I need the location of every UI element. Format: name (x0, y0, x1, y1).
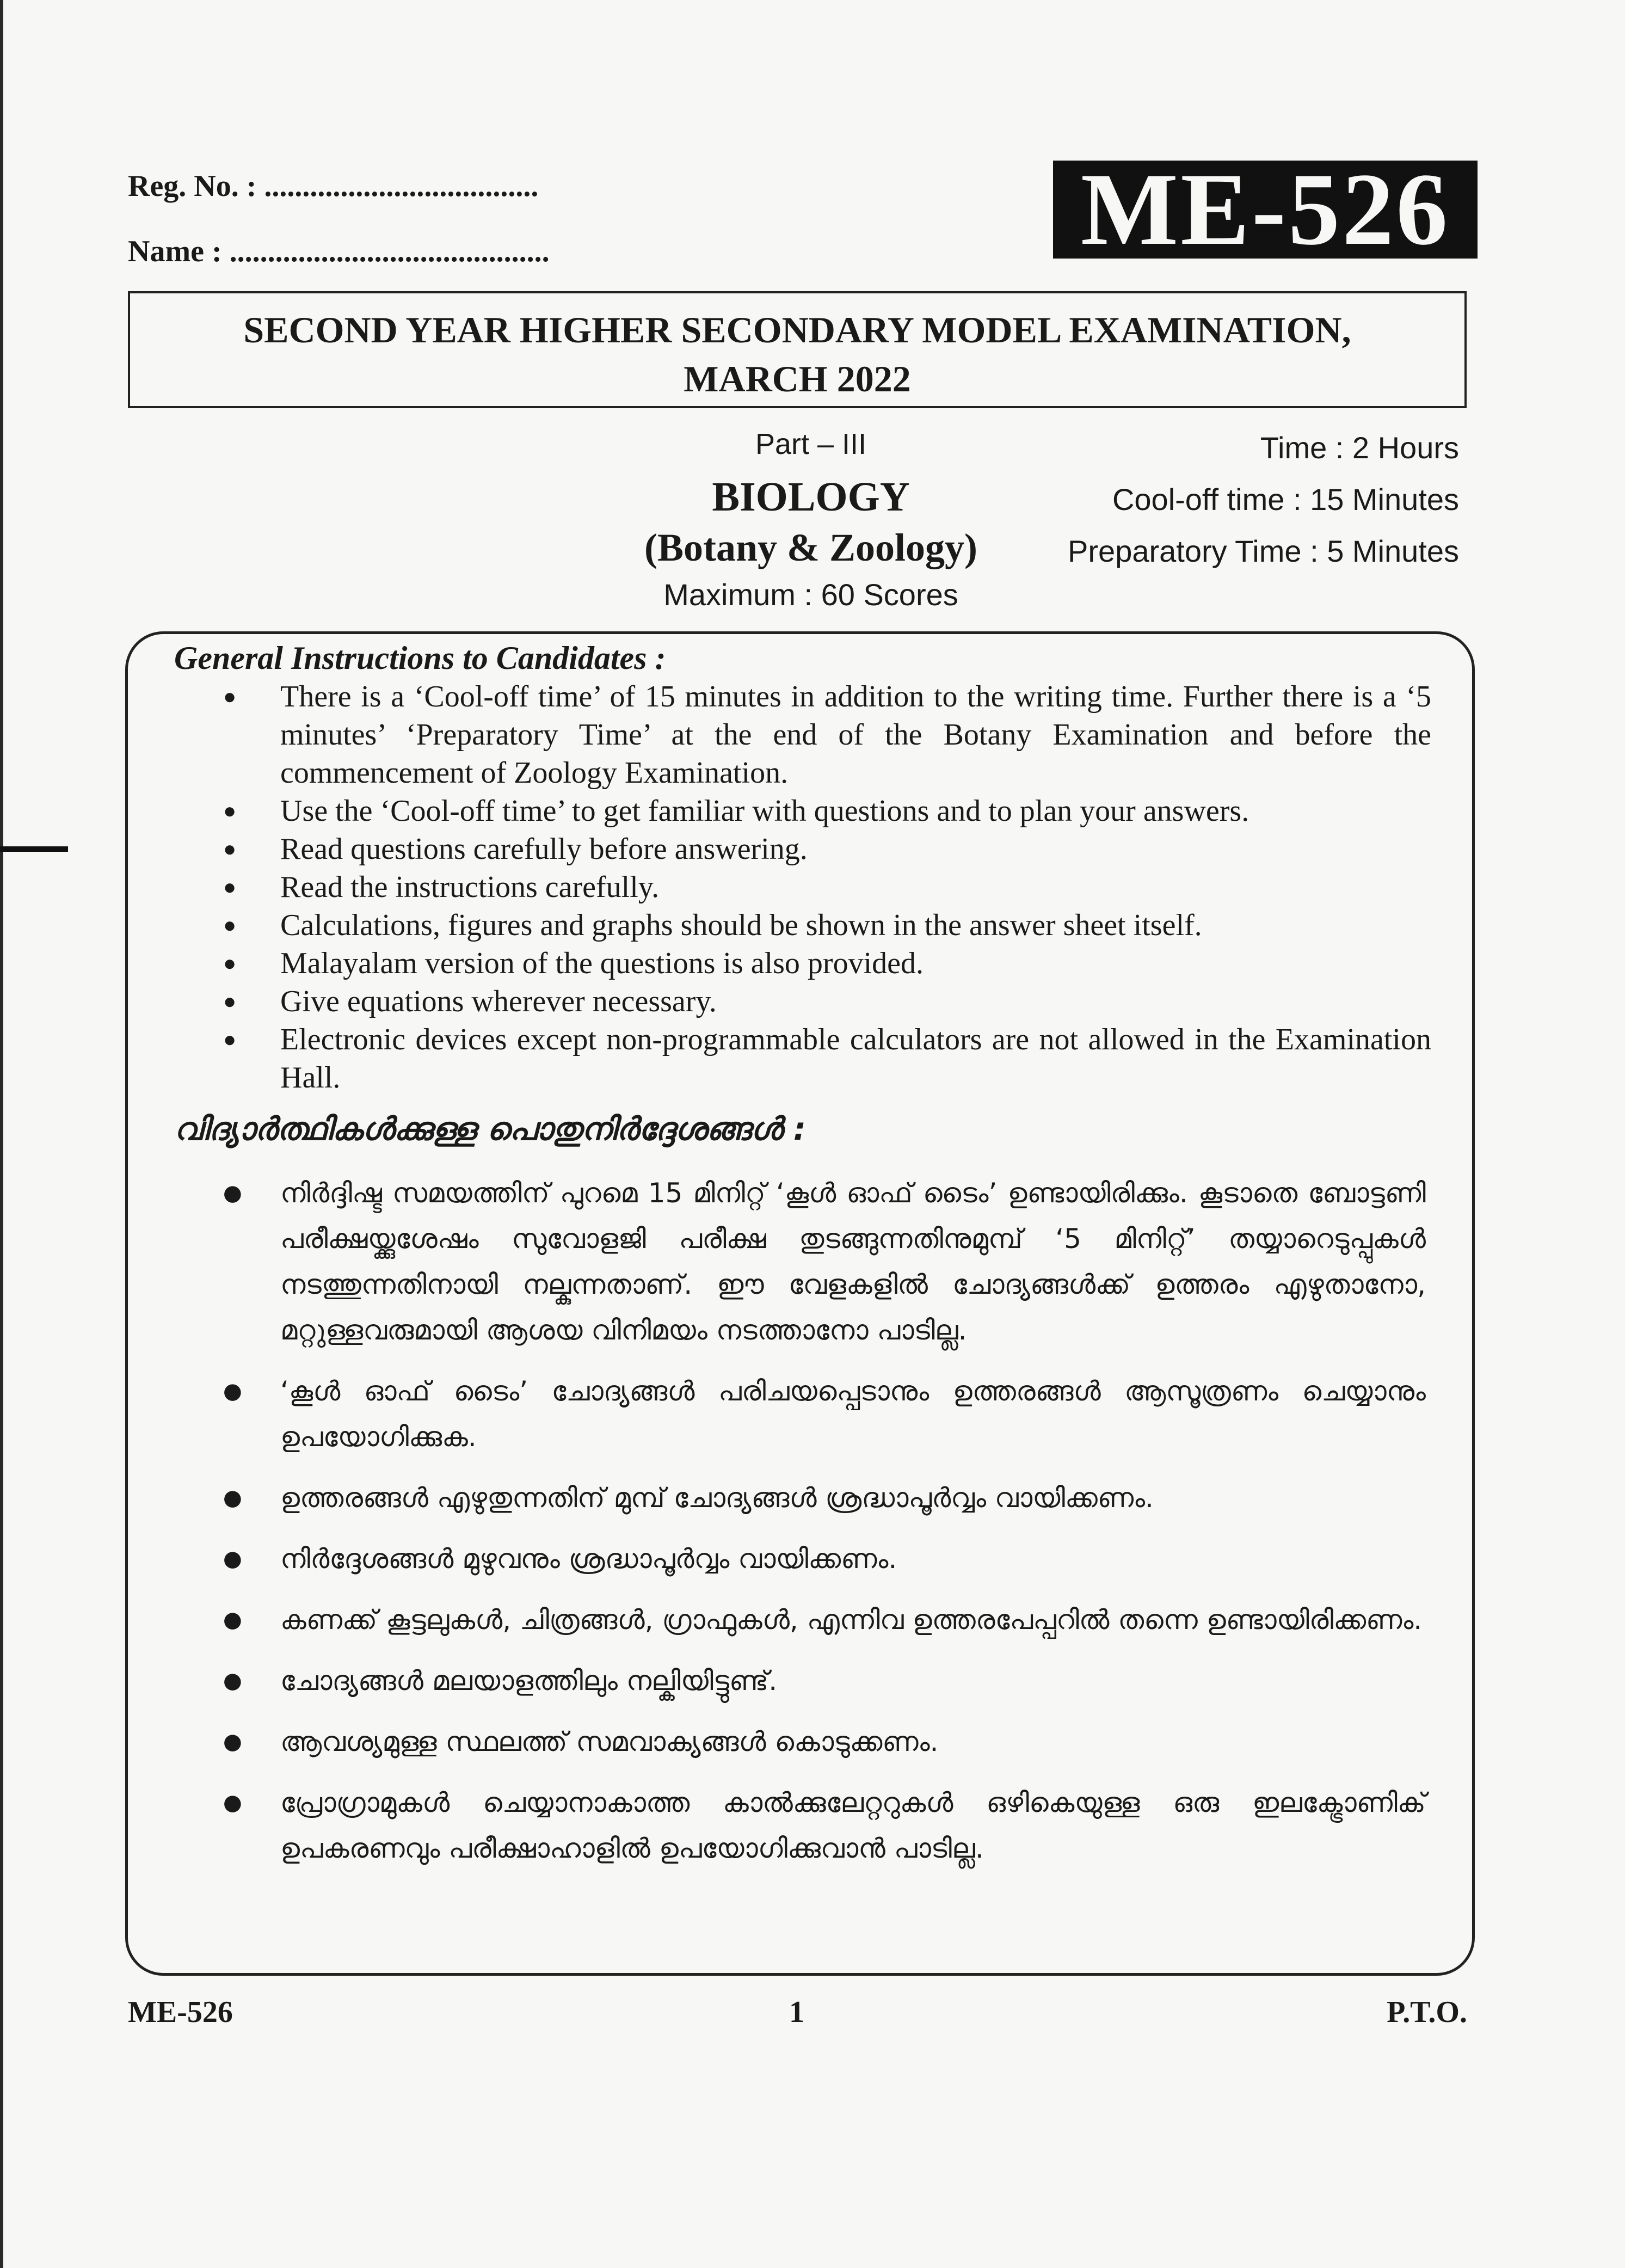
list-item: ● ചോദ്യങ്ങൾ മലയാളത്തിലും നല്കിയിട്ടുണ്ട്. (212, 1658, 1426, 1704)
list-item: ● Read questions carefully before answering. (212, 830, 1431, 868)
list-item: ● Give equations wherever necessary. (212, 982, 1431, 1021)
list-item: ● There is a ‘Cool-off time’ of 15 minutes in addition to the writing time. Further there is a ‘5 minutes’ ‘Preparatory Time’ at the end of the Botany Examination and before the commencement of Zoology Examination. (212, 678, 1431, 792)
exam-title-line1: SECOND YEAR HIGHER SECONDARY MODEL EXAMINATION, (243, 309, 1351, 351)
list-item: ● നിർദ്ദേശങ്ങൾ മുഴുവനും ശ്രദ്ധാപൂർവ്വം വായിക്കണം. (212, 1536, 1426, 1582)
instructions-list-ml (212, 1170, 1426, 1886)
name-field: Name : .......................................... (128, 235, 550, 268)
reg-no-field: Reg. No. : .................................... (128, 169, 539, 203)
list-item: ● ആവശ്യമുള്ള സ്ഥലത്ത് സമവാക്യങ്ങൾ കൊടുക്കണം. (212, 1719, 1426, 1765)
instructions-heading-en: General Instructions to Candidates : (174, 640, 666, 676)
subject-title: BIOLOGY (712, 474, 910, 520)
page-number: 1 (789, 1995, 804, 2029)
max-score: Maximum : 60 Scores (663, 577, 958, 612)
list-item: ● Electronic devices except non-programmable calculators are not allowed in the Examination Hall. (212, 1021, 1431, 1097)
list-item: ● Calculations, figures and graphs should be shown in the answer sheet itself. (212, 906, 1431, 944)
page-edge-line (0, 0, 3, 2268)
part-label: Part – III (755, 428, 867, 460)
list-item: ● Malayalam version of the questions is also provided. (212, 944, 1431, 982)
time-allowed: Time : 2 Hours (1260, 431, 1459, 465)
pto-label: P.T.O. (1387, 1995, 1467, 2029)
exam-title-line2: MARCH 2022 (684, 358, 911, 399)
instructions-list-en (212, 678, 1431, 1097)
preparatory-time: Preparatory Time : 5 Minutes (1068, 534, 1459, 568)
cool-off-time: Cool-off time : 15 Minutes (1112, 482, 1459, 517)
list-item: ● Use the ‘Cool-off time’ to get familiar with questions and to plan your answers. (212, 792, 1431, 830)
paper-code-badge: ME-526 (1053, 161, 1478, 259)
list-item: ● ‘കൂൾ ഓഫ് ടൈം’ ചോദ്യങ്ങൾ പരിചയപ്പെടാനും ഉത്തരങ്ങൾ ആസൂത്രണം ചെയ്യാനും ഉപയോഗിക്കുക. (212, 1368, 1426, 1460)
exam-title-box (128, 291, 1467, 408)
list-item: ● കണക്ക് കൂട്ടലുകൾ, ചിത്രങ്ങൾ, ഗ്രാഫുകൾ, എന്നിവ ഉത്തരപേപ്പറിൽ തന്നെ ഉണ്ടായിരിക്കണം. (212, 1597, 1426, 1643)
list-item: ● ഉത്തരങ്ങൾ എഴുതുന്നതിന് മുമ്പ് ചോദ്യങ്ങൾ ശ്രദ്ധാപൂർവ്വം വായിക്കണം. (212, 1475, 1426, 1521)
instructions-heading-ml: വിദ്യാർത്ഥികൾക്കുള്ള പൊതുനിർദ്ദേശങ്ങൾ : (174, 1110, 806, 1147)
list-item: ● നിർദ്ദിഷ്ട സമയത്തിന് പുറമെ 15 മിനിറ്റ് ‘കൂൾ ഓഫ് ടൈം’ ഉണ്ടായിരിക്കും. കൂടാതെ ബോട്ടണി പരീക്ഷയ്ക്കുശേഷം സുവോളജി പരീക്ഷ തുടങ്ങുന്നതിനുമുമ്പ് ‘5 മിനിറ്റ്’ തയ്യാറെടുപ്പുകൾ നടത്തുന്നതിനായി നല്കുന്നതാണ്. ഈ വേളകളിൽ ചോദ്യങ്ങൾക്ക് ഉത്തരം എഴുതാനോ, മറ്റുള്ളവരുമായി ആശയ വിനിമയം നടത്താനോ പാടില്ല. (212, 1170, 1426, 1353)
footer-code: ME-526 (128, 1995, 233, 2029)
list-item: ● Read the instructions carefully. (212, 868, 1431, 906)
side-margin-mark (0, 846, 68, 852)
list-item: ● പ്രോഗ്രാമുകൾ ചെയ്യാനാകാത്ത കാൽക്കുലേറ്ററുകൾ ഒഴികെയുള്ള ഒരു ഇലക്ട്രോണിക് ഉപകരണവും പരീക്ഷാഹാളിൽ ഉപയോഗിക്കുവാൻ പാടില്ല. (212, 1780, 1426, 1871)
subject-subtitle: (Botany & Zoology) (644, 526, 977, 569)
